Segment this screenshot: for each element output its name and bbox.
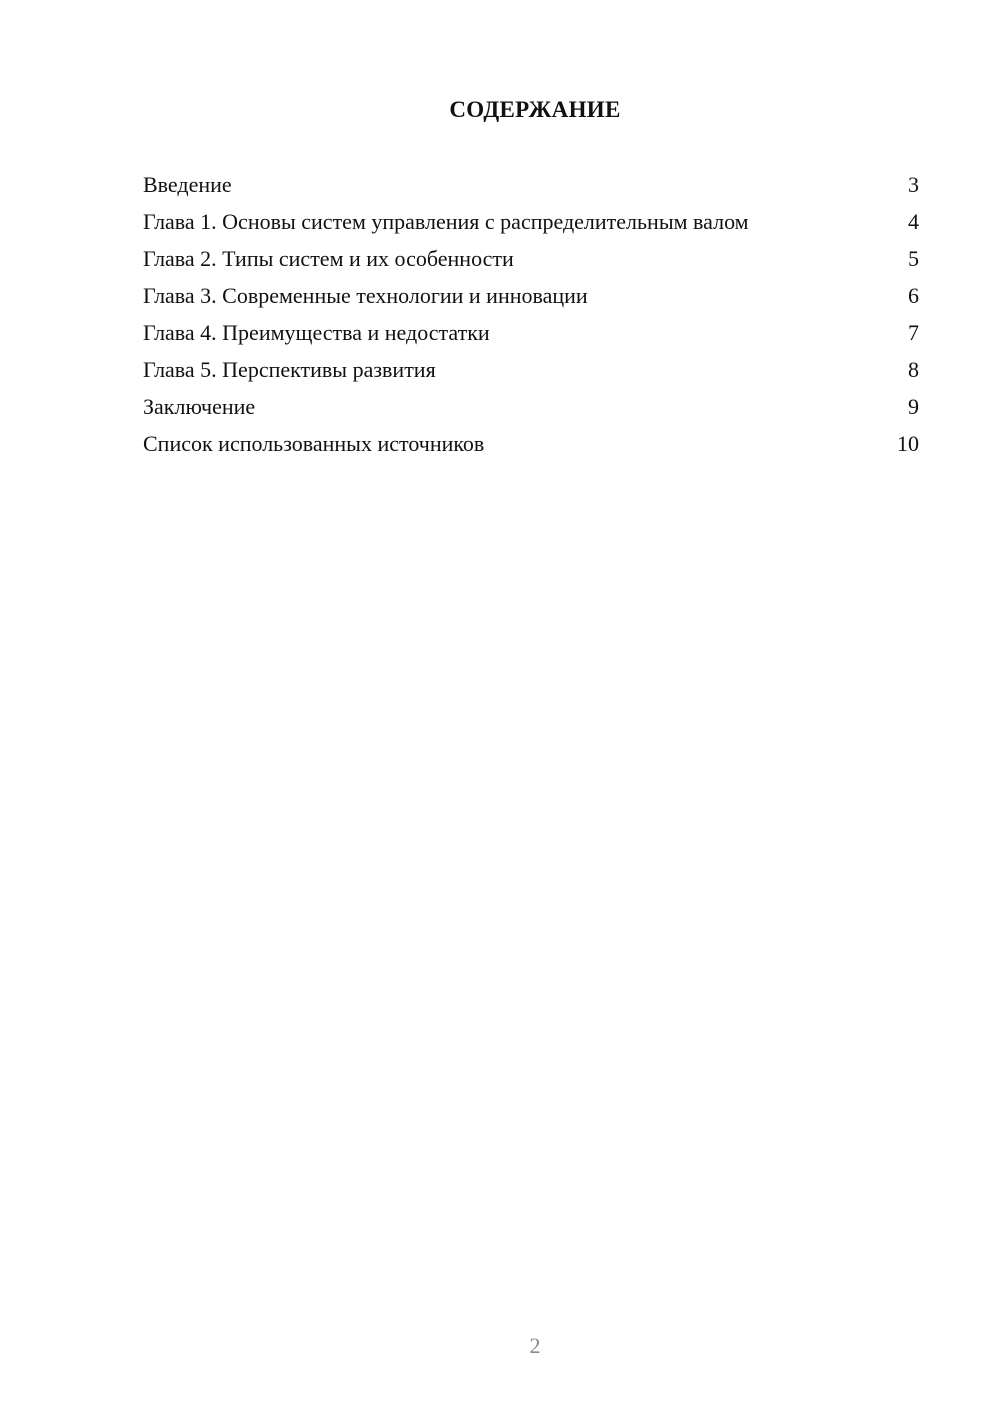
toc-entry-chapter-2 bbox=[143, 246, 919, 272]
toc-entry-references bbox=[143, 431, 919, 457]
toc-entry-label: Глава 5. Перспективы развития bbox=[143, 357, 436, 382]
toc-entry-chapter-4 bbox=[143, 320, 919, 346]
toc-entry-page: 5 bbox=[908, 246, 919, 271]
toc-entry-page: 7 bbox=[908, 320, 919, 345]
toc-entry-chapter-3 bbox=[143, 283, 919, 309]
toc-entry-label: Список использованных источников bbox=[143, 431, 485, 456]
page-title: СОДЕРЖАНИЕ bbox=[449, 97, 621, 122]
toc-entry-page: 10 bbox=[897, 431, 919, 456]
toc-entry-page: 6 bbox=[908, 283, 919, 308]
toc-entry-page: 4 bbox=[908, 209, 919, 234]
toc-entry-label: Глава 4. Преимущества и недостатки bbox=[143, 320, 490, 345]
toc-entry-label: Заключение bbox=[143, 394, 256, 419]
toc-entry-label: Глава 1. Основы систем управления с распределительным валом bbox=[143, 209, 749, 234]
toc-entry-label: Глава 3. Современные технологии и инновации bbox=[143, 283, 588, 308]
toc-entry-page: 9 bbox=[908, 394, 919, 419]
toc-entry-label: Глава 2. Типы систем и их особенности bbox=[143, 246, 514, 271]
table-of-contents bbox=[143, 172, 919, 468]
toc-entry-label: Введение bbox=[143, 172, 232, 197]
toc-entry-conclusion bbox=[143, 394, 919, 420]
toc-entry-page: 3 bbox=[908, 172, 919, 197]
toc-entry-chapter-5 bbox=[143, 357, 919, 383]
toc-entry-page: 8 bbox=[908, 357, 919, 382]
toc-entry-chapter-1 bbox=[143, 209, 919, 235]
page-number: 2 bbox=[529, 1333, 541, 1358]
toc-entry-introduction bbox=[143, 172, 919, 198]
